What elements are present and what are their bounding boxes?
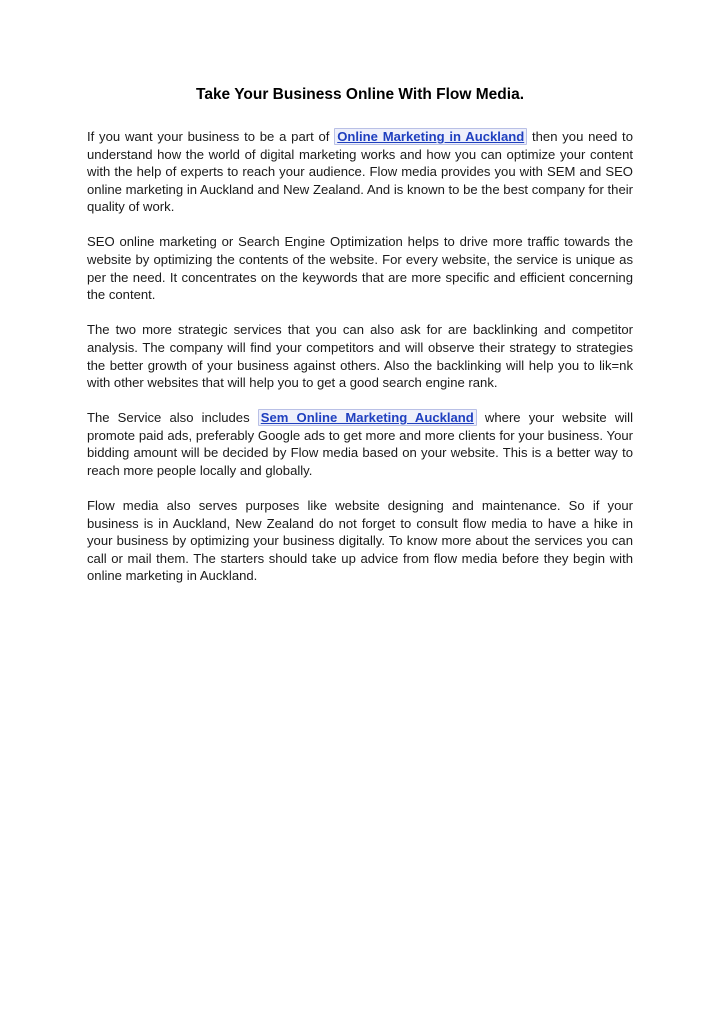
paragraph-intro — [87, 128, 633, 216]
paragraph-sem-text-before: The Service also includes — [87, 410, 258, 426]
paragraph-intro-text-after: then you need to understand how the world of digital marketing works and how you can optimize your content with the help of experts to reach your audience. Flow media provides you with SEM and SEO online marketing in Auckland and New Zealand. And is known to be the best company for their quality of work. — [87, 129, 633, 215]
paragraph-seo: SEO online marketing or Search Engine Optimization helps to drive more traffic towards the website by optimizing the contents of the website. For every website, the service is unique as per the need. It concentrates on the keywords that are more specific and efficient concerning the content. — [87, 234, 633, 303]
paragraph-web-design: Flow media also serves purposes like website designing and maintenance. So if your business is in Auckland, New Zealand do not forget to consult flow media to have a hike in your business by optimizing your business digitally. To know more about the services you can call or mail them. The starters should take up advice from flow media before they begin with online marketing in Auckland. — [87, 498, 633, 584]
paragraph-sem-service — [87, 409, 633, 479]
paragraph-strategic-services: The two more strategic services that you can also ask for are backlinking and competitor analysis. The company will find your competitors and will observe their strategy to strategies the better growth of your business against others. Also the backlinking will help you to lik=nk with other websites that will help you to get a good search engine rank. — [87, 322, 633, 391]
sem-online-marketing-auckland-link[interactable]: Sem Online Marketing Auckland — [258, 409, 477, 426]
paragraph-sem-text-after: where your website will promote paid ads, preferably Google ads to get more and more clients for your business. Your bidding amount will be decided by Flow media based on your website. This is a better way to reach more people locally and globally. — [87, 410, 633, 478]
paragraph-intro-text-before: If you want your business to be a part of — [87, 129, 335, 144]
document-body — [87, 128, 633, 603]
online-marketing-auckland-link[interactable]: Online Marketing in Auckland — [334, 128, 527, 145]
document-title: Take Your Business Online With Flow Media. — [196, 86, 524, 103]
